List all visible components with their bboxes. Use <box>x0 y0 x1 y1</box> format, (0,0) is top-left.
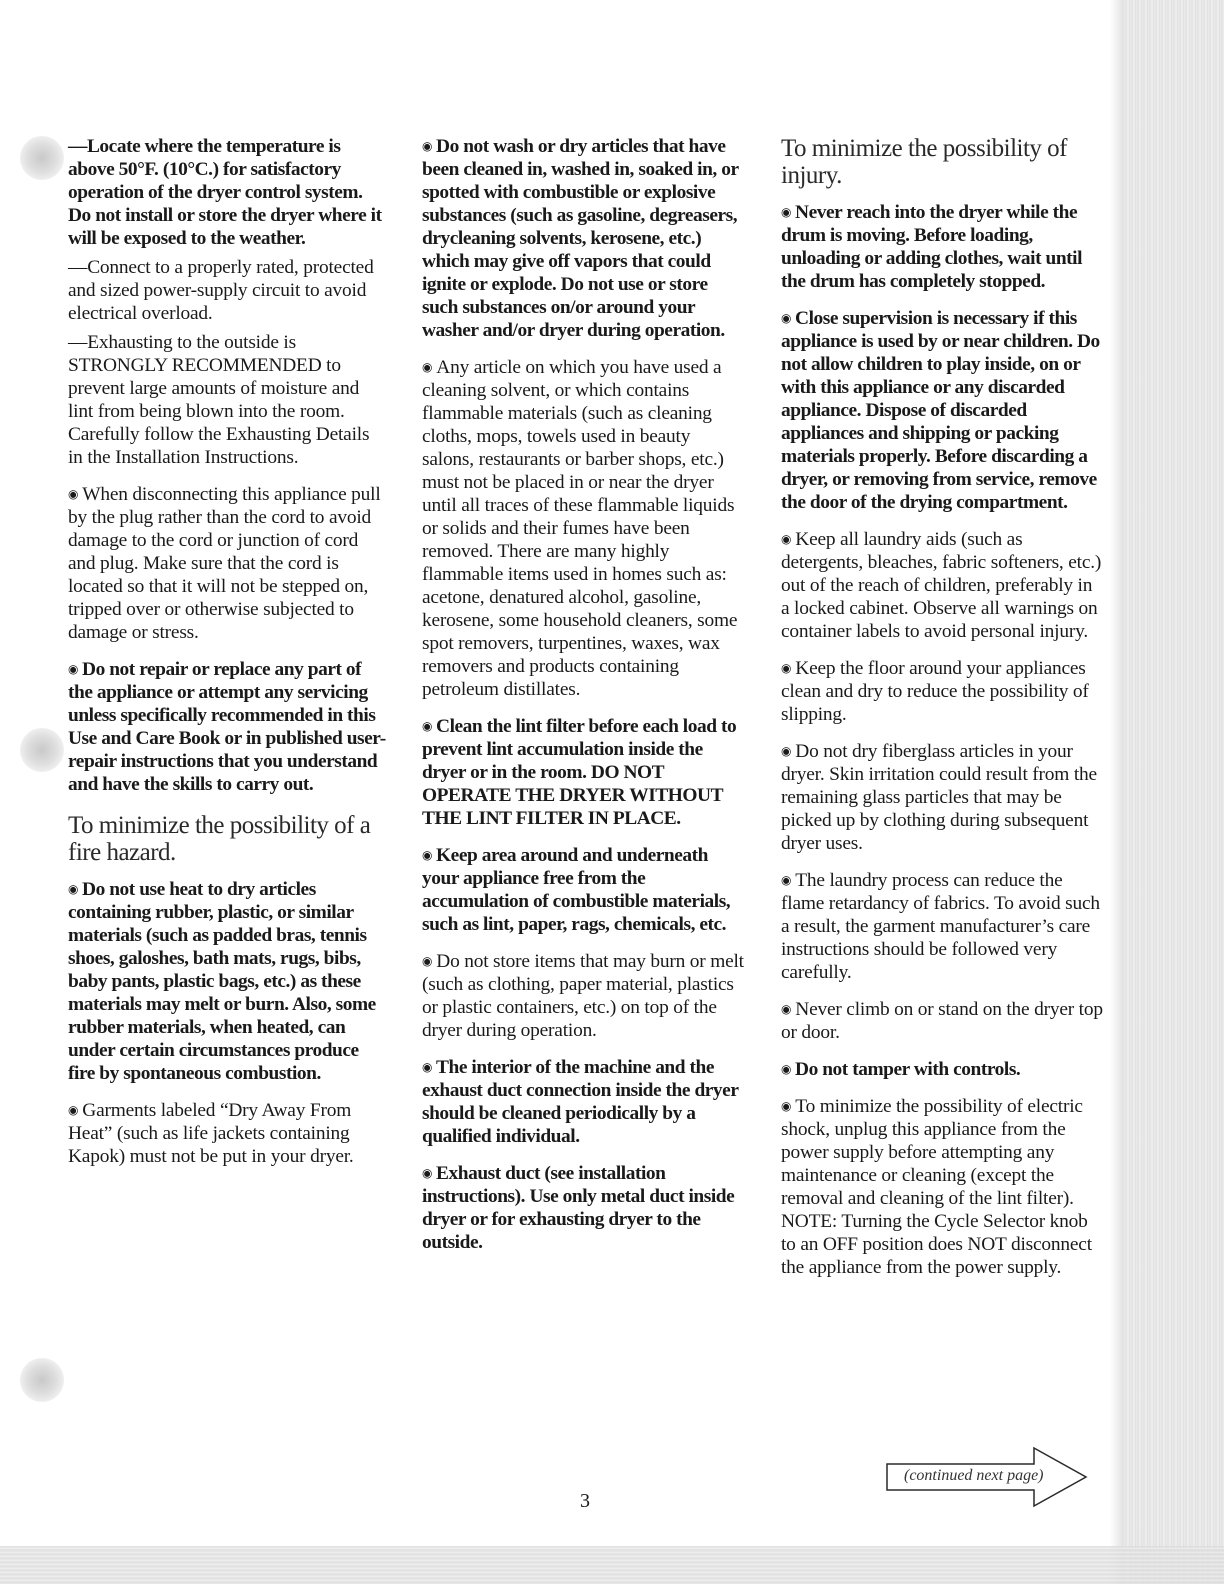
bullet-icon: ◉ <box>781 744 792 758</box>
paragraph: ◉ Clean the lint filter before each load to prevent lint accumulation inside the dryer or in the room. DO NOT OPERATE THE DRYER WITHOUT THE LINT FILTER IN PLACE. <box>422 716 737 829</box>
bullet-icon: ◉ <box>68 487 79 501</box>
paragraph: ◉ Keep the floor around your appliances clean and dry to reduce the possibility of slipping. <box>781 658 1089 725</box>
paragraph: ◉ Never climb on or stand on the dryer top or door. <box>781 999 1103 1043</box>
bullet-icon: ◉ <box>781 205 792 219</box>
binder-hole-bottom <box>20 1358 64 1402</box>
column-left <box>68 135 386 1182</box>
paragraph: ◉ The interior of the machine and the exhaust duct connection inside the dryer should be cleaned periodically by a qualified individual. <box>422 1057 739 1147</box>
continued-next-page <box>886 1446 1096 1508</box>
bullet-icon: ◉ <box>781 532 792 546</box>
bullet-icon: ◉ <box>422 1060 433 1074</box>
bullet-icon: ◉ <box>68 882 79 896</box>
paragraph: —Exhausting to the outside is STRONGLY RECOMMENDED to prevent large amounts of moisture and lint from being blown into the room. Carefully follow the Exhausting Details in the Installation Instructions. <box>68 332 370 468</box>
paragraph: ◉ To minimize the possibility of electric shock, unplug this appliance from the power supply before attempting any maintenance or cleaning (except the removal and cleaning of the lint filter). NOTE: Turning the Cycle Selector knob to an OFF position does NOT disconnect the appliance from the power supply. <box>781 1096 1092 1278</box>
paragraph: ◉ Do not wash or dry articles that have been cleaned in, washed in, soaked in, or spotted with combustible or explosive substances (such as gasoline, degreasers, drycleaning solvents, kerosene, etc.) which may give off vapors that could ignite or explode. Do not use or store such substances on/or around your washer and/or dryer during operation. <box>422 136 739 341</box>
bullet-icon: ◉ <box>422 954 433 968</box>
scan-edge-shadow <box>1110 0 1124 1584</box>
binder-hole-middle <box>20 728 64 772</box>
paragraph: ◉ Never reach into the dryer while the drum is moving. Before loading, unloading or adding clothes, wait until the drum has completely stopped. <box>781 202 1083 292</box>
bullet-icon: ◉ <box>422 139 433 153</box>
paragraph: ◉ When disconnecting this appliance pull by the plug rather than the cord to avoid damage to the cord or junction of cord and plug. Make sure that the cord is located so that it will not be stepped on, tripped over or otherwise subjected to damage or stress. <box>68 484 381 643</box>
paragraph: ◉ Do not repair or replace any part of the appliance or attempt any servicing unless specifically recommended in this Use and Care Book or in published user-repair instructions that you understand and have the skills to carry out. <box>68 659 386 795</box>
scan-edge-bottom <box>0 1546 1224 1584</box>
page-number: 3 <box>580 1490 590 1512</box>
paragraph: —Locate where the temperature is above 50°F. (10°C.) for satisfactory operation of the dryer control system. Do not install or store the dryer where it will be exposed to the weather. <box>68 136 382 249</box>
column-right <box>781 135 1103 1293</box>
bullet-icon: ◉ <box>781 661 792 675</box>
bullet-icon: ◉ <box>422 719 433 733</box>
paragraph: —Connect to a properly rated, protected and sized power-supply circuit to avoid electrical overload. <box>68 257 374 324</box>
bullet-icon: ◉ <box>781 1002 792 1016</box>
continued-label: (continued next page) <box>904 1467 1044 1484</box>
section-heading-fire-hazard: To minimize the possibility of a fire hazard. <box>68 812 371 866</box>
bullet-icon: ◉ <box>781 1099 792 1113</box>
scan-edge-right <box>1124 0 1224 1584</box>
paragraph: ◉ The laundry process can reduce the flame retardancy of fabrics. To avoid such a result, the garment manufacturer’s care instructions should be followed very carefully. <box>781 870 1100 983</box>
binder-hole-top <box>20 136 64 180</box>
paragraph: ◉ Close supervision is necessary if this appliance is used by or near children. Do not allow children to play inside, on or with this appliance or any discarded appliance. Dispose of discarded appliances and shipping or packing materials properly. Before discarding a dryer, or removing from service, remove the door of the drying compartment. <box>781 308 1100 513</box>
paragraph: ◉ Do not store items that may burn or melt (such as clothing, paper material, plastics or plastic containers, etc.) on top of the dryer during operation. <box>422 951 744 1041</box>
section-heading-injury: To minimize the possibility of injury. <box>781 135 1068 189</box>
bullet-icon: ◉ <box>422 848 433 862</box>
bullet-icon: ◉ <box>781 311 792 325</box>
bullet-icon: ◉ <box>68 1103 79 1117</box>
paragraph: ◉ Exhaust duct (see installation instructions). Use only metal duct inside dryer or for exhausting dryer to the outside. <box>422 1163 735 1253</box>
bullet-icon: ◉ <box>781 1062 792 1076</box>
paragraph: ◉ Keep all laundry aids (such as detergents, bleaches, fabric softeners, etc.) out of the reach of children, preferably in a locked cabinet. Observe all warnings on container labels to avoid personal injury. <box>781 529 1102 642</box>
bullet-icon: ◉ <box>422 360 433 374</box>
paragraph: ◉ Do not dry fiberglass articles in your dryer. Skin irritation could result from the remaining glass particles that may be picked up by clothing during subsequent dryer uses. <box>781 741 1097 854</box>
paragraph: ◉ Do not tamper with controls. <box>781 1059 1021 1080</box>
bullet-icon: ◉ <box>781 873 792 887</box>
paragraph: ◉ Do not use heat to dry articles containing rubber, plastic, or similar materials (such as padded bras, tennis shoes, galoshes, bath mats, rugs, bibs, baby pants, plastic bags, etc.) as these materials may melt or burn. Also, some rubber materials, when heated, can under certain circumstances produce fire by spontaneous combustion. <box>68 879 376 1084</box>
bullet-icon: ◉ <box>68 662 79 676</box>
paragraph: ◉ Garments labeled “Dry Away From Heat” (such as life jackets containing Kapok) must not be put in your dryer. <box>68 1100 354 1167</box>
paragraph: ◉ Any article on which you have used a cleaning solvent, or which contains flammable materials (such as cleaning cloths, mops, towels used in beauty salons, restaurants or barber shops, etc.) must not be placed in or near the dryer until all traces of these flammable liquids or solids and their fumes have been removed. There are many highly flammable items used in homes such as: acetone, denatured alcohol, gasoline, kerosene, some household cleaners, some spot removers, turpentines, waxes, wax removers and products containing petroleum distillates. <box>422 357 738 700</box>
bullet-icon: ◉ <box>422 1166 433 1180</box>
column-middle <box>422 135 744 1268</box>
paragraph: ◉ Keep area around and underneath your appliance free from the accumulation of combustible materials, such as lint, paper, rags, chemicals, etc. <box>422 845 731 935</box>
